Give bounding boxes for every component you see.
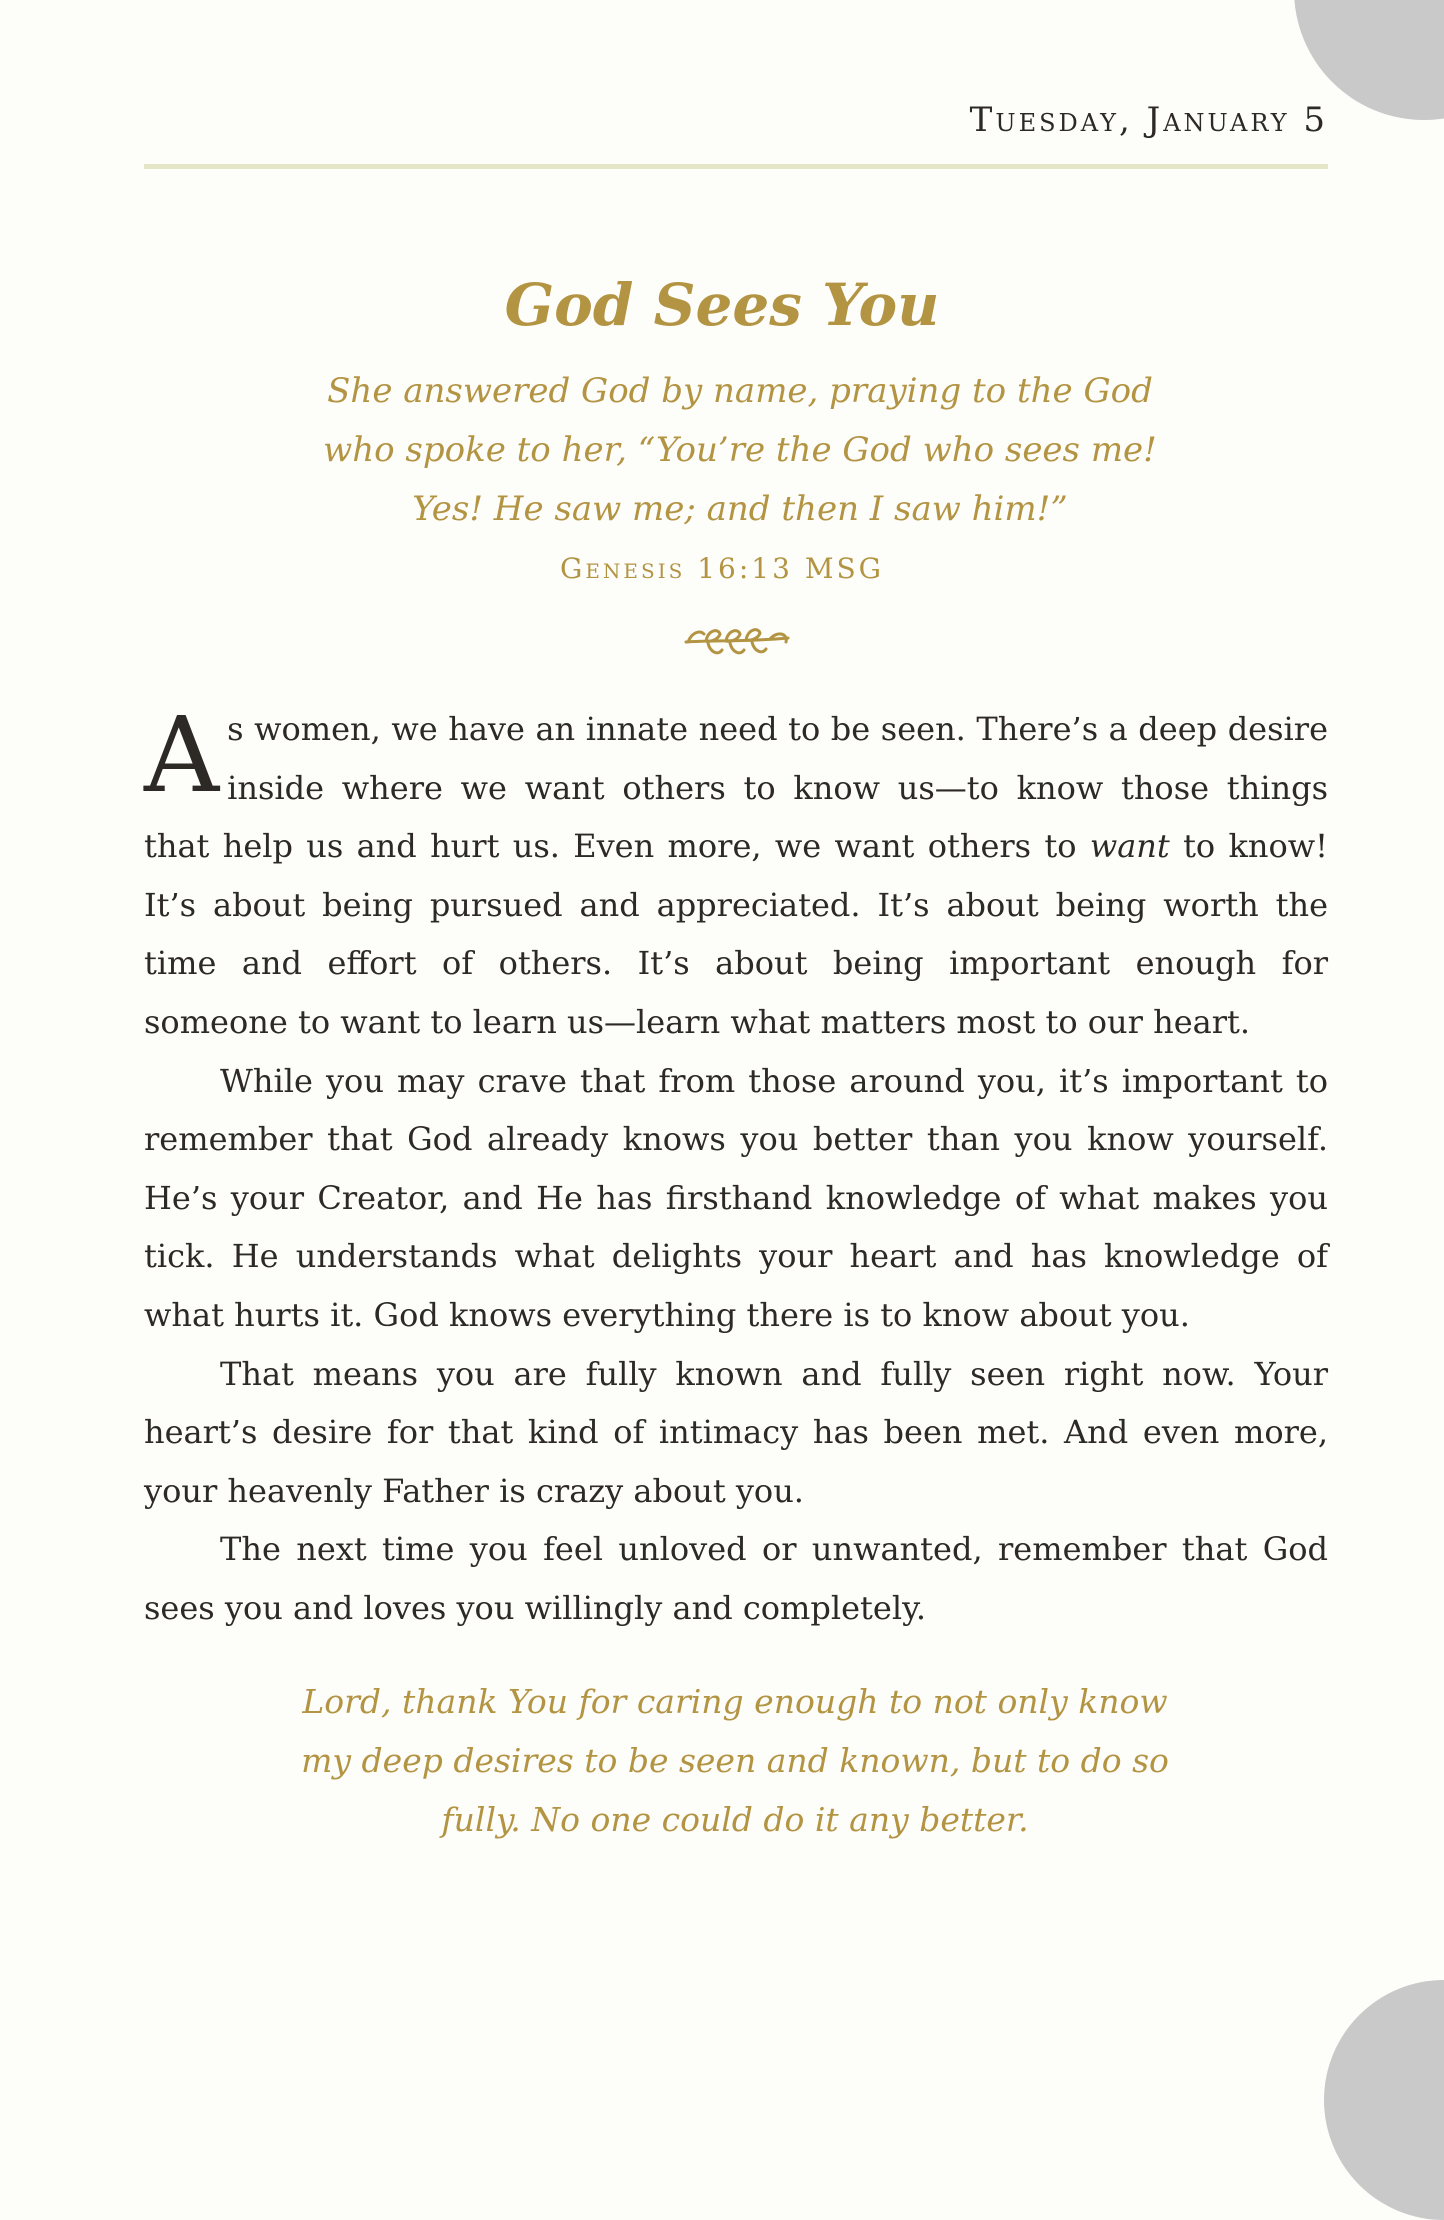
drop-cap: A [144,694,220,816]
verse-line: who spoke to her, “You’re the God who sees me! [323,430,1157,470]
devotional-body [144,694,1329,1638]
body-paragraph: That means you are fully known and fully seen right now. Your heart’s desire for that kind of intimacy has been met. And even more, your heavenly Father is crazy about you. [144,1354,1328,1510]
body-paragraph: The next time you feel unloved or unwanted, remember that God sees you and loves you willingly and completely. [144,1530,1328,1627]
header-date: Tuesday, January 5 [969,100,1328,140]
scripture-verse [250,362,1230,539]
devotional-title: God Sees You [504,270,940,339]
prayer-line: Lord, thank You for caring enough to not only know [302,1682,1168,1721]
page-corner-bottom [1324,1980,1444,2220]
verse-reference: Genesis 16:13 MSG [559,552,885,585]
leaf-ornament-icon [678,620,798,670]
prayer-line: my deep desires to be seen and known, but to do so [301,1741,1169,1780]
header-divider [144,164,1328,169]
prayer-line: fully. No one could do it any better. [441,1800,1029,1839]
body-paragraph: As women, we have an innate need to be seen. There’s a deep desire inside where we want others to know us—to know those things that help us and hurt us. Even more, we want others to want to know! It’s about being pursued and appreciated. It’s about being worth the time and effort of others. It’s about being important enough for someone to want to learn us—learn what matters most to our heart. [144,694,1329,1041]
emphasis-word: want [1089,827,1170,866]
verse-line: She answered God by name, praying to the God [327,371,1153,411]
verse-line: Yes! He saw me; and then I saw him!” [412,489,1068,529]
closing-prayer [260,1672,1210,1849]
body-paragraph: While you may crave that from those around you, it’s important to remember that God already knows you better than you know yourself. He’s your Creator, and He has firsthand knowledge of what makes you tick. He understands what delights your heart and has knowledge of what hurts it. God knows everything there is to know about you. [144,1061,1328,1334]
